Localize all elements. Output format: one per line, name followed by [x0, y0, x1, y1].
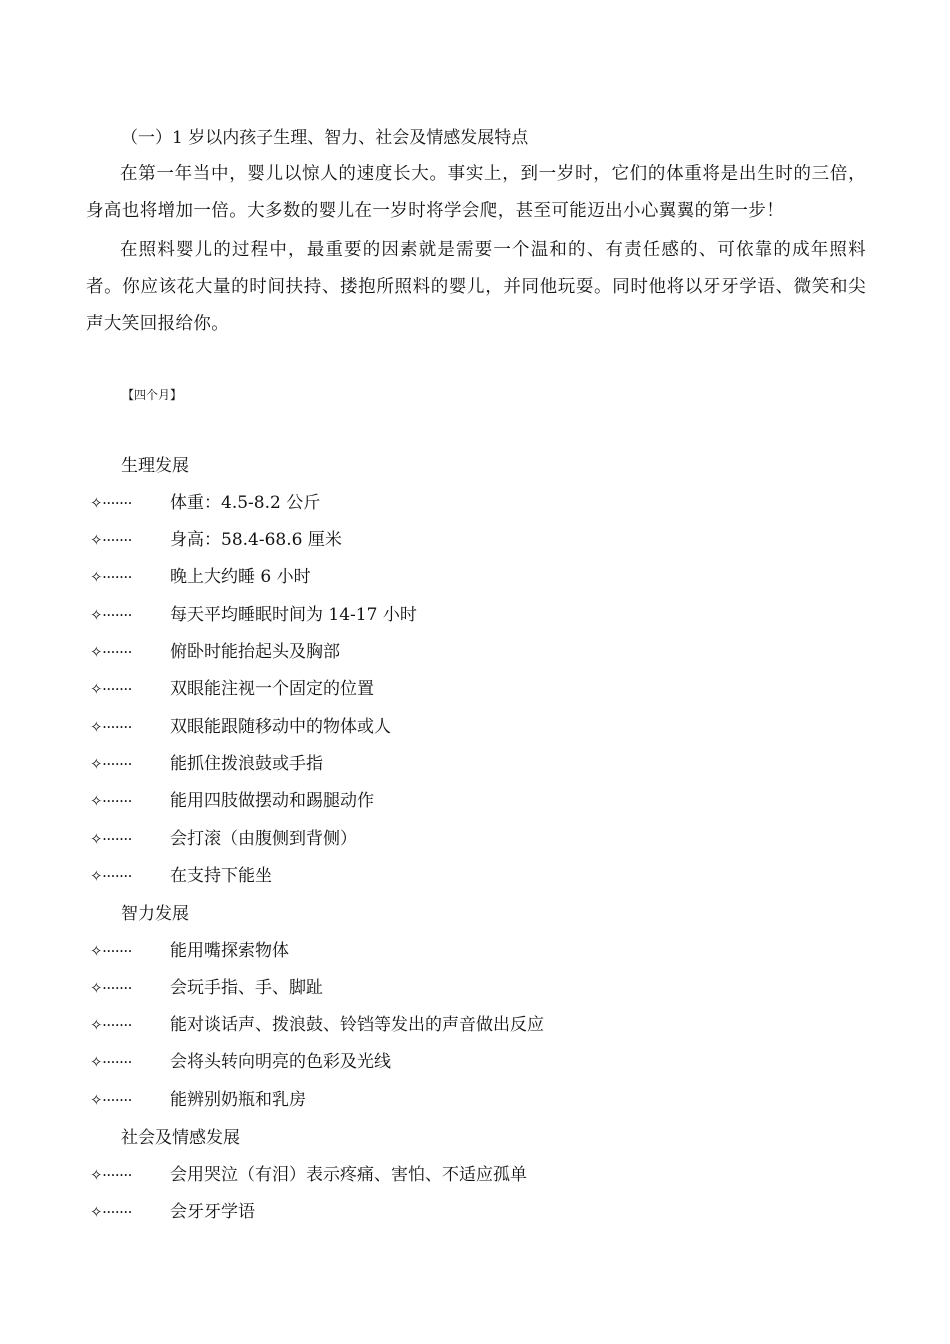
list-item-text: 每天平均睡眠时间为 14-17 小时 [170, 605, 417, 625]
diamond-bullet-icon: ✧······· [90, 568, 132, 586]
list-item-text: 俯卧时能抬起头及胸部 [170, 642, 340, 662]
list-item-text: 晚上大约睡 6 小时 [170, 567, 311, 587]
list-item-text: 能用四肢做摆动和踢腿动作 [170, 791, 374, 811]
month-label: 【四个月】 [122, 388, 183, 402]
diamond-bullet-icon: ✧······· [90, 1166, 132, 1184]
paragraph-growth: 在第一年当中，婴儿以惊人的速度长大。事实上，到一岁时，它们的体重将是出生时的三倍，身高也将增加一倍。大多数的婴儿在一岁时将学会爬，甚至可能迈出小心翼翼的第一步！ [86, 164, 866, 221]
category-heading-intellectual: 智力发展 [121, 904, 189, 924]
list-item-text: 会玩手指、手、脚趾 [170, 978, 323, 998]
diamond-bullet-icon: ✧······· [90, 979, 132, 997]
list-item-text: 在支持下能坐 [170, 866, 272, 886]
list-item-text: 能用嘴探索物体 [170, 941, 289, 961]
list-item-text: 体重：4.5-8.2 公斤 [170, 493, 321, 513]
list-item-text: 能抓住拨浪鼓或手指 [170, 754, 323, 774]
diamond-bullet-icon: ✧······· [90, 606, 132, 624]
diamond-bullet-icon: ✧······· [90, 1091, 132, 1109]
diamond-bullet-icon: ✧······· [90, 718, 132, 736]
list-item-text: 双眼能跟随移动中的物体或人 [170, 717, 391, 737]
diamond-bullet-icon: ✧······· [90, 643, 132, 661]
diamond-bullet-icon: ✧······· [90, 830, 132, 848]
diamond-bullet-icon: ✧······· [90, 867, 132, 885]
diamond-bullet-icon: ✧······· [90, 1203, 132, 1221]
diamond-bullet-icon: ✧······· [90, 792, 132, 810]
list-item-text: 能辨别奶瓶和乳房 [170, 1090, 306, 1110]
diamond-bullet-icon: ✧······· [90, 942, 132, 960]
diamond-bullet-icon: ✧······· [90, 755, 132, 773]
category-heading-social-emotional: 社会及情感发展 [121, 1128, 240, 1148]
diamond-bullet-icon: ✧······· [90, 494, 132, 512]
list-item-text: 身高：58.4-68.6 厘米 [170, 530, 342, 550]
section-title: （一）1 岁以内孩子生理、智力、社会及情感发展特点 [121, 128, 529, 148]
list-item-text: 能对谈话声、拨浪鼓、铃铛等发出的声音做出反应 [170, 1015, 544, 1035]
list-item-text: 会牙牙学语 [170, 1202, 255, 1222]
list-item-text: 会打滚（由腹侧到背侧） [170, 829, 357, 849]
diamond-bullet-icon: ✧······· [90, 1016, 132, 1034]
list-item-text: 会将头转向明亮的色彩及光线 [170, 1052, 391, 1072]
list-item-text: 会用哭泣（有泪）表示疼痛、害怕、不适应孤单 [170, 1165, 527, 1185]
category-heading-physical: 生理发展 [121, 456, 189, 476]
paragraph-caregiver: 在照料婴儿的过程中，最重要的因素就是需要一个温和的、有责任感的、可依靠的成年照料者。你应该花大量的时间扶持、搂抱所照料的婴儿，并同他玩耍。同时他将以牙牙学语、微笑和尖声大笑回报给你。 [86, 240, 866, 334]
diamond-bullet-icon: ✧······· [90, 1053, 132, 1071]
list-item-text: 双眼能注视一个固定的位置 [170, 679, 374, 699]
diamond-bullet-icon: ✧······· [90, 531, 132, 549]
diamond-bullet-icon: ✧······· [90, 680, 132, 698]
